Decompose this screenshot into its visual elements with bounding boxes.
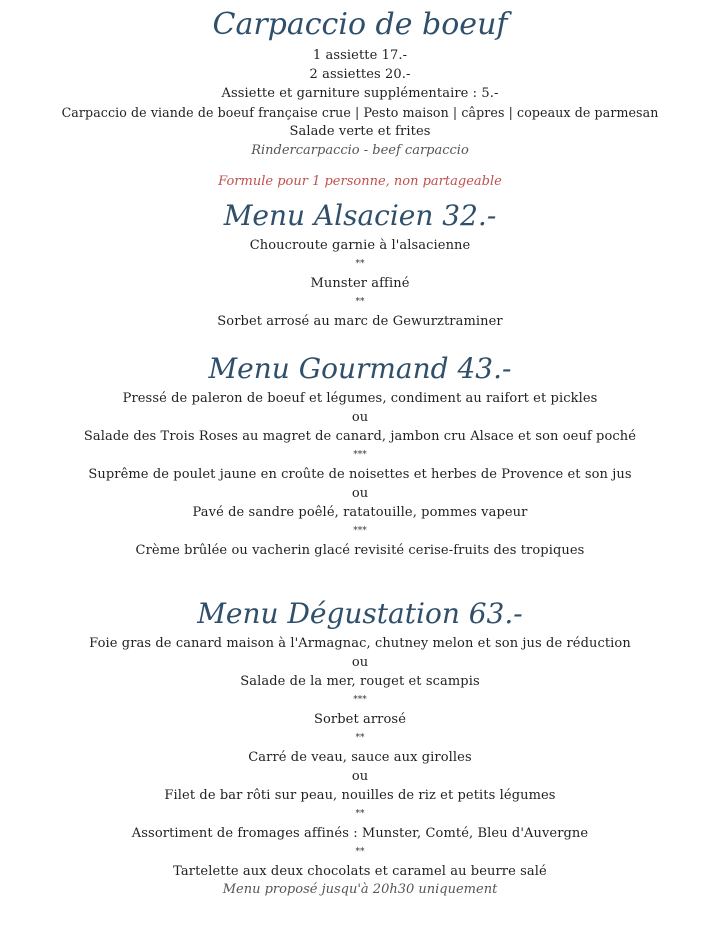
degustation-note: Menu proposé jusqu'à 20h30 uniquement	[222, 882, 498, 897]
dish-line: Carré de veau, sauce aux girolles	[248, 750, 472, 765]
menu-gourmand-section	[0, 349, 720, 560]
dish-line: Tartelette aux deux chocolats et caramel au beurre salé	[173, 864, 547, 879]
menu-degustation-section	[0, 594, 720, 899]
price-line: 1 assiette 17.-	[312, 48, 408, 63]
dish-line: Choucroute garnie à l'alsacienne	[249, 238, 471, 253]
course-separator: **	[355, 809, 365, 819]
carpaccio-section	[0, 4, 720, 191]
menu-gourmand-items	[0, 389, 720, 560]
menu-degustation-items	[0, 634, 720, 881]
dish-line: Crème brûlée ou vacherin glacé revisité cerise-fruits des tropiques	[135, 543, 585, 558]
carpaccio-description: Carpaccio de viande de boeuf française crue | Pesto maison | câpres | copeaux de parmesan	[61, 105, 659, 120]
or-separator: ou	[351, 486, 369, 501]
menu-alsacien-items	[0, 236, 720, 331]
menu-degustation-title: Menu Dégustation 63.-	[197, 597, 523, 630]
dish-line: Assortiment de fromages affinés : Munster, Comté, Bleu d'Auvergne	[131, 826, 589, 841]
dish-line: Sorbet arrosé au marc de Gewurztraminer	[217, 314, 503, 329]
dish-line: Sorbet arrosé	[314, 712, 406, 727]
dish-line: Pressé de paleron de boeuf et légumes, condiment au raifort et pickles	[122, 391, 598, 406]
or-separator: ou	[351, 410, 369, 425]
formula-note: Formule pour 1 personne, non partageable	[218, 174, 502, 189]
dish-line: Salade des Trois Roses au magret de canard, jambon cru Alsace et son oeuf poché	[83, 429, 637, 444]
menu-gourmand-title: Menu Gourmand 43.-	[208, 352, 512, 385]
course-separator: **	[355, 733, 365, 743]
course-separator: **	[355, 847, 365, 857]
course-separator: ***	[353, 526, 367, 536]
dish-line: Suprême de poulet jaune en croûte de noisettes et herbes de Provence et son jus	[88, 467, 632, 482]
menu-alsacien-title: Menu Alsacien 32.-	[223, 199, 497, 232]
carpaccio-side: Salade verte et frites	[289, 124, 431, 139]
dish-line: Pavé de sandre poêlé, ratatouille, pommes vapeur	[192, 505, 528, 520]
dish-line: Salade de la mer, rouget et scampis	[240, 674, 480, 689]
dish-line: Filet de bar rôti sur peau, nouilles de riz et petits légumes	[164, 788, 556, 803]
course-separator: ***	[353, 695, 367, 705]
course-separator: **	[355, 297, 365, 307]
carpaccio-translation: Rindercarpaccio - beef carpaccio	[251, 143, 469, 158]
price-line: 2 assiettes 20.-	[309, 67, 411, 82]
price-line: Assiette et garniture supplémentaire : 5.-	[221, 86, 499, 101]
course-separator: ***	[353, 450, 367, 460]
course-separator: **	[355, 259, 365, 269]
or-separator: ou	[351, 655, 369, 670]
dish-line: Foie gras de canard maison à l'Armagnac, chutney melon et son jus de réduction	[89, 636, 631, 651]
menu-alsacien-section	[0, 196, 720, 331]
dish-line: Munster affiné	[310, 276, 410, 291]
or-separator: ou	[351, 769, 369, 784]
carpaccio-title: Carpaccio de boeuf	[212, 7, 508, 42]
